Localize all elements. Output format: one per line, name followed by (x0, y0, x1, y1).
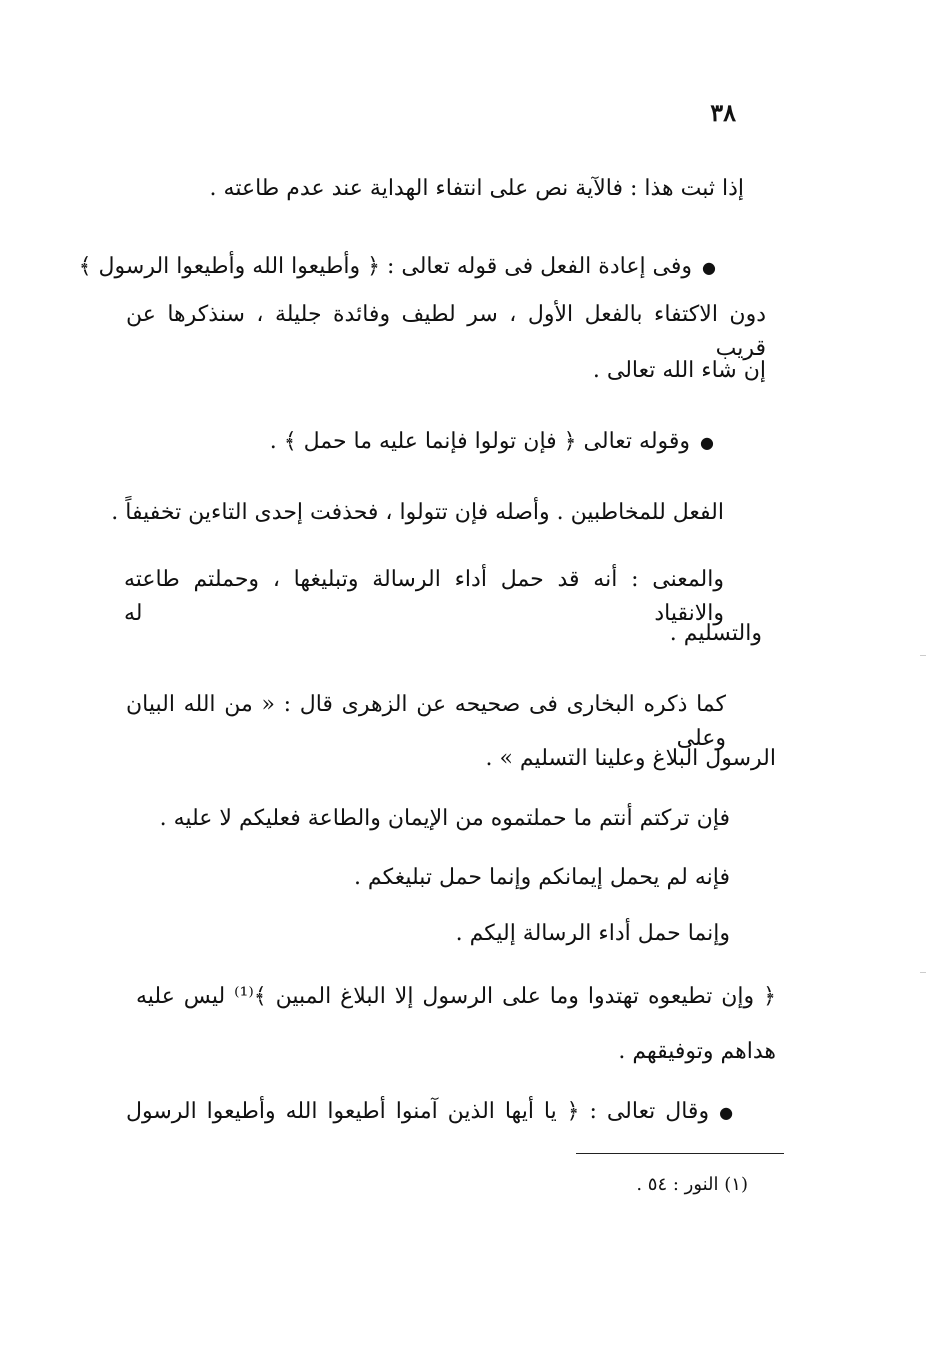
footnote-divider (576, 1153, 784, 1154)
text-line-8: والتسليم . (669, 621, 762, 646)
text-line-3: دون الاكتفاء بالفعل الأول ، سر لطيف وفائدة جليلة ، سنذكرها عن قريب (126, 302, 766, 361)
bullet-icon: ● (700, 433, 714, 452)
text-line-6: الفعل للمخاطبين . وأصله فإن تتولوا ، فحذفت إحدى التاءين تخفيفاً . (111, 500, 724, 525)
text-line-9: كما ذكره البخارى فى صحيحه عن الزهرى قال : « من الله البيان وعلى (126, 692, 726, 751)
text-line-7: والمعنى : أنه قد حمل أداء الرسالة وتبليغها ، وحملتم طاعته والانقياد له (124, 567, 724, 626)
text-line-5-bulleted: ●وقوله تعالى ﴿ فإن تولوا فإنما عليه ما حمل ﴾ . (269, 429, 714, 454)
text-line-10: الرسول البلاغ وعلينا التسليم » . (485, 746, 776, 771)
scan-edge-mark (920, 972, 926, 973)
text-line-2-bulleted: ●وفى إعادة الفعل فى قوله تعالى : ﴿ وأطيعوا الله وأطيعوا الرسول ﴾ (78, 254, 716, 279)
text-line-15: هداهم وتوفيقهم . (618, 1039, 776, 1064)
page-number: ٣٨ (710, 98, 736, 127)
text-line-16-bulleted: ●وقال تعالى : ﴿ يا أيها الذين آمنوا أطيعوا الله وأطيعوا الرسول (126, 1099, 736, 1124)
text-line-12: فإنه لم يحمل إيمانكم وإنما حمل تبليغكم . (353, 865, 730, 890)
scan-edge-mark (920, 655, 926, 656)
text-line-13: وإنما حمل أداء الرسالة إليكم . (455, 921, 730, 946)
text-line-11: فإن تركتم أنتم ما حملتموه من الإيمان والطاعة فعليكم لا عليه . (159, 806, 730, 831)
text-line-4: إن شاء الله تعالى . (592, 358, 766, 383)
bullet-icon: ● (702, 258, 716, 277)
bullet-icon: ● (719, 1103, 736, 1122)
footnote: (١) النور : ٥٤ . (636, 1174, 748, 1195)
text-line-14: ﴿ وإن تطيعوه تهتدوا وما على الرسول إلا البلاغ المبين ﴾⁽¹⁾ ليس عليه (136, 984, 777, 1009)
text-line-1: إذا ثبت هذا : فالآية نص على انتفاء الهداية عند عدم طاعته . (209, 176, 744, 201)
